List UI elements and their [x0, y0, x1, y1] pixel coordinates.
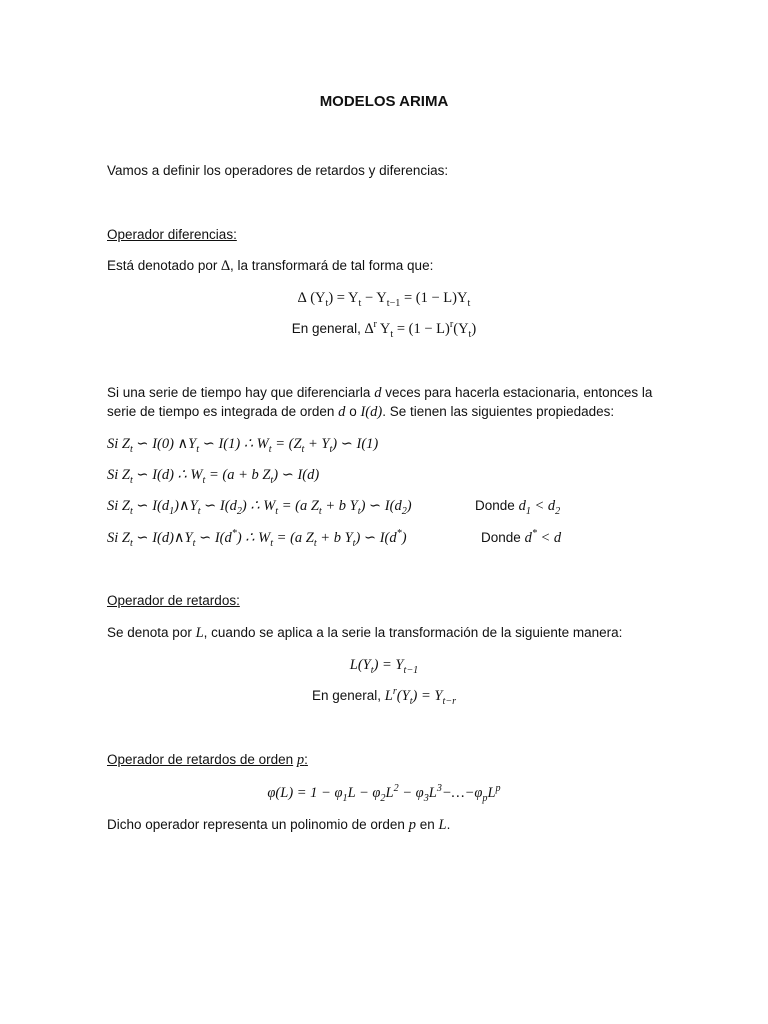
math-fragment: En general,	[311, 688, 381, 703]
math-fragment: r	[449, 319, 454, 331]
math-fragment: Si una serie de tiempo hay que diferenciarla	[107, 385, 371, 400]
math-fragment: I(d)	[360, 404, 383, 420]
math-fragment: ) ∽ I(1)	[332, 436, 379, 452]
math-fragment: ∆ (Y	[297, 290, 326, 306]
property-4-condition	[481, 530, 561, 547]
math-fragment: t	[196, 443, 200, 455]
math-fragment: ) ∽ I(d	[355, 530, 397, 546]
property-3	[107, 498, 412, 515]
property-3-condition	[475, 498, 560, 515]
math-fragment: ) ∽ I(d)	[273, 467, 320, 483]
math-fragment: Donde	[481, 530, 521, 545]
math-fragment: veces para hacerla estacionaria, entonces la	[385, 385, 653, 400]
math-fragment: en	[419, 817, 435, 832]
math-fragment: ) ∽ I(d	[360, 498, 402, 514]
math-fragment: )∧Y	[174, 498, 198, 514]
math-fragment: L − φ	[347, 785, 381, 801]
math-fragment: Si Z	[107, 530, 130, 546]
math-fragment: ∽ I(1) ∴ W	[199, 436, 269, 452]
math-fragment: 3	[423, 792, 429, 804]
math-fragment: ∽ I(d	[195, 530, 232, 546]
math-fragment: 2	[393, 783, 399, 795]
math-fragment: 2	[380, 792, 386, 804]
lag-description	[107, 625, 622, 642]
math-fragment: ∽ I(d)∧Y	[132, 530, 193, 546]
math-fragment: t	[129, 505, 133, 517]
math-fragment: ) = Y	[373, 657, 404, 673]
math-fragment: Si Z	[107, 467, 130, 483]
property-4	[107, 530, 407, 547]
lag-polynomial-description	[107, 817, 450, 834]
math-fragment: L	[438, 817, 447, 833]
lag-heading: Operador de retardos:	[107, 593, 240, 608]
math-fragment: t	[357, 505, 361, 517]
math-fragment: , cuando se aplica a la serie la transformación de la siguiente manera:	[203, 625, 623, 640]
math-fragment: 2	[555, 505, 561, 517]
math-fragment: t	[270, 537, 274, 549]
math-fragment: = (Z	[271, 436, 302, 452]
math-fragment: t	[301, 443, 305, 455]
series-paragraph-line-2	[107, 404, 614, 421]
math-fragment: Si Z	[107, 436, 130, 452]
property-1	[107, 436, 378, 453]
page-title: MODELOS ARIMA	[319, 93, 449, 110]
math-fragment: = (1 − L)	[393, 321, 450, 337]
math-fragment: L	[487, 785, 496, 801]
lag-order-heading	[107, 752, 308, 769]
math-fragment: < d	[530, 498, 556, 514]
math-fragment: )	[401, 530, 407, 546]
math-fragment: *	[396, 528, 402, 540]
math-fragment: ∽ I(d	[132, 498, 170, 514]
math-fragment: t	[129, 537, 133, 549]
math-fragment: , la transformará de tal forma que:	[229, 258, 434, 273]
math-fragment: 1	[169, 505, 175, 517]
diff-equation-1	[0, 290, 768, 307]
math-fragment: −…−φ	[441, 785, 483, 801]
math-fragment: Está denotado por	[107, 258, 218, 273]
diff-description	[107, 258, 433, 275]
math-fragment: 3	[436, 783, 442, 795]
math-fragment: ) ∴ W	[236, 530, 271, 546]
math-fragment: = (a Z	[278, 498, 319, 514]
math-fragment: L	[385, 785, 394, 801]
lag-equation-general	[0, 688, 768, 705]
math-fragment: t	[275, 505, 279, 517]
math-fragment: L	[384, 688, 393, 704]
math-fragment: ) ∴ W	[241, 498, 276, 514]
math-fragment: d	[524, 530, 532, 546]
math-fragment: . Se tienen las siguientes propiedades:	[382, 404, 615, 419]
math-fragment: d	[374, 385, 382, 401]
math-fragment: )	[406, 498, 412, 514]
math-fragment: r	[373, 319, 377, 331]
math-fragment: t	[197, 505, 201, 517]
math-fragment: .	[446, 817, 451, 832]
math-fragment: ) = Y	[328, 290, 359, 306]
math-fragment: t	[313, 537, 317, 549]
math-fragment: + b Y	[316, 530, 353, 546]
math-fragment: + Y	[304, 436, 330, 452]
math-fragment: t	[268, 443, 272, 455]
math-fragment: p	[296, 752, 305, 768]
math-fragment: ∽ I(d) ∴ W	[132, 467, 203, 483]
math-fragment: − Y	[361, 290, 387, 306]
math-fragment: d	[338, 404, 346, 420]
math-fragment: t	[129, 443, 133, 455]
math-fragment: = (a Z	[273, 530, 314, 546]
math-fragment: 2	[401, 505, 407, 517]
math-fragment: L(Y	[349, 657, 371, 673]
math-fragment: 1	[525, 505, 531, 517]
lag-equation-1	[0, 657, 768, 674]
math-fragment: Se denota por	[107, 625, 192, 640]
math-fragment: ∆	[221, 258, 230, 274]
math-fragment: Y	[376, 321, 391, 337]
math-fragment: )	[471, 321, 477, 337]
math-fragment: L	[195, 625, 204, 641]
math-fragment: Dicho operador representa un polinomio de orden	[107, 817, 405, 832]
math-fragment: d	[518, 498, 526, 514]
math-fragment: t	[468, 328, 472, 340]
math-fragment: t	[329, 443, 333, 455]
math-fragment: *	[531, 528, 537, 540]
math-fragment: t	[370, 664, 374, 676]
math-fragment: En general,	[291, 321, 361, 336]
math-fragment: 1	[342, 792, 348, 804]
math-fragment: t	[358, 297, 362, 309]
math-fragment: p	[495, 783, 501, 795]
math-fragment: r	[392, 686, 397, 698]
math-fragment: o	[349, 404, 357, 419]
math-fragment: serie de tiempo es integrada de orden	[107, 404, 335, 419]
math-fragment: 2	[236, 505, 242, 517]
math-fragment: ∆	[364, 321, 374, 337]
math-fragment: t	[467, 297, 471, 309]
math-fragment: t−1	[403, 664, 419, 676]
math-fragment: t−r	[442, 695, 457, 707]
math-fragment: Operador de retardos de orden	[107, 752, 294, 767]
math-fragment: < d	[536, 530, 562, 546]
math-fragment: = (1 − L)Y	[400, 290, 468, 306]
math-fragment: t	[129, 474, 133, 486]
property-2	[107, 467, 319, 484]
math-fragment: ∽ I(d	[200, 498, 237, 514]
intro-text: Vamos a definir los operadores de retardos y diferencias:	[107, 163, 449, 178]
math-fragment: p	[408, 817, 416, 833]
math-fragment: t	[325, 297, 329, 309]
math-fragment: ∽ I(0) ∧Y	[132, 436, 197, 452]
math-fragment: φ(L) = 1 − φ	[267, 785, 343, 801]
math-fragment: t	[270, 474, 274, 486]
math-fragment: L	[428, 785, 437, 801]
math-fragment: (Y	[453, 321, 469, 337]
math-fragment: ) = Y	[412, 688, 443, 704]
lag-polynomial-equation	[0, 785, 768, 802]
math-fragment: t	[318, 505, 322, 517]
series-paragraph-line-1	[107, 385, 652, 402]
math-fragment: t	[192, 537, 196, 549]
math-fragment: t	[352, 537, 356, 549]
math-fragment: *	[231, 528, 237, 540]
math-fragment: t	[202, 474, 206, 486]
math-fragment: t	[390, 328, 394, 340]
diff-equation-general	[0, 321, 768, 338]
math-fragment: t−1	[386, 297, 401, 309]
math-fragment: t	[409, 695, 413, 707]
math-fragment: = (a + b Z	[205, 467, 271, 483]
math-fragment: Si Z	[107, 498, 130, 514]
math-fragment: (Y	[396, 688, 410, 704]
math-fragment: − φ	[398, 785, 424, 801]
math-fragment: Donde	[475, 498, 515, 513]
math-fragment: + b Y	[321, 498, 358, 514]
math-fragment: p	[482, 792, 488, 804]
math-fragment: :	[304, 752, 308, 767]
diff-heading: Operador diferencias:	[107, 227, 237, 242]
